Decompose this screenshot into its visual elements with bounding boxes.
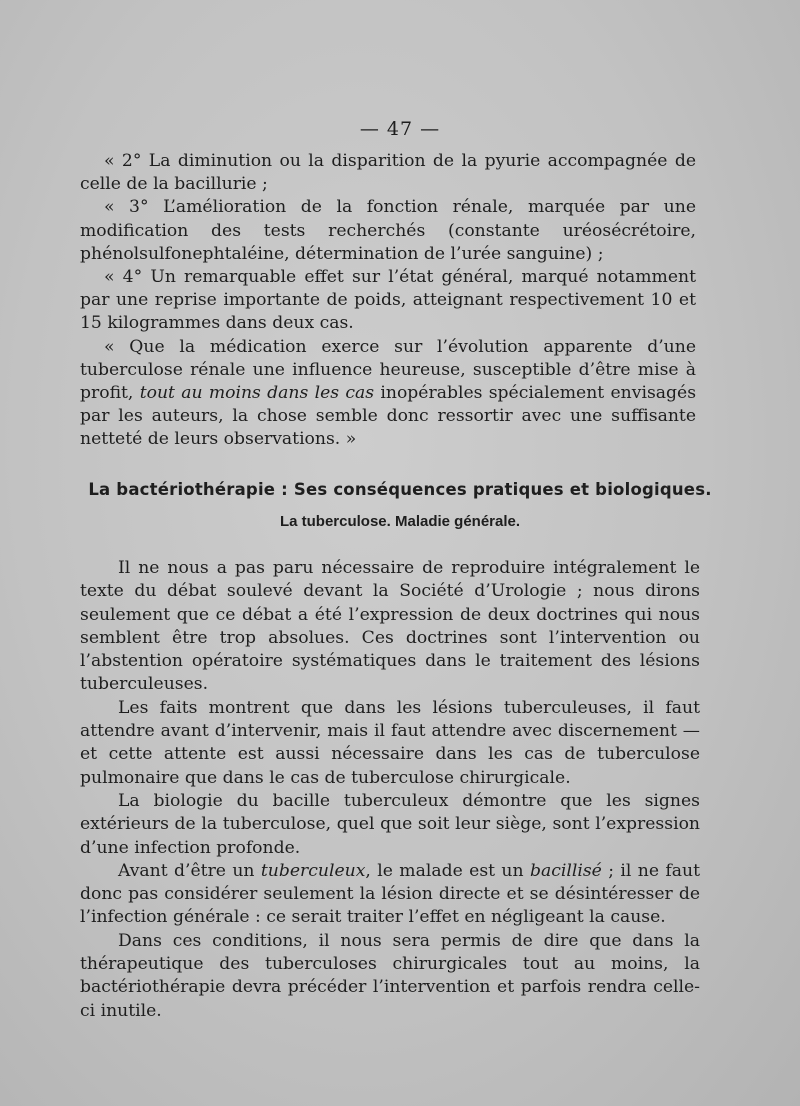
text-run: Les faits montrent que dans les lésions tuberculeuses, il faut attendre avant d’intervenir, mais il faut attendre avec discernement — et cette attente est aussi nécessaire dans les cas de tuberculose pulmonaire que dans le cas de tuberculose chirurgicale. bbox=[80, 697, 700, 788]
italic-text: bacillisé bbox=[529, 860, 602, 881]
text-run: La biologie du bacille tuberculeux démontre que les signes extérieurs de la tuberculose, quel que soit leur siège, sont l’expression d’une infection profonde. bbox=[80, 790, 700, 858]
paragraph bbox=[80, 790, 700, 860]
text-run: Il ne nous a pas paru nécessaire de reproduire intégralement le texte du débat soulevé devant la Société d’Urologie ; nous dirons seulement que ce débat a été l’expression de deux doctrines qui nous semblent être trop absolues. Ces doctrines sont l’intervention ou l’abstention opératoire systématiques dans le traitement des lésions tuberculeuses. bbox=[80, 558, 700, 695]
paragraph bbox=[80, 336, 696, 452]
paragraph bbox=[80, 930, 700, 1023]
section-title: La bactériothérapie : Ses conséquences pratiques et biologiques. bbox=[88, 480, 712, 499]
text-run: « 4° Un remarquable effet sur l’état général, marqué notamment par une reprise importante de poids, atteignant respectivement 10 et 15 kilogrammes dans deux cas. bbox=[80, 267, 696, 334]
text-run: Avant d’être un bbox=[118, 860, 261, 881]
text-run: Dans ces conditions, il nous sera permis de dire que dans la thérapeutique des tuberculoses chirurgicales tout au moins, la bactériothérapie devra précéder l’intervention et parfois rendra celle-ci inutile. bbox=[80, 930, 700, 1021]
text-run: « 3° L’amélioration de la fonction rénale, marquée par une modification des tests recherchés (constante uréosécrétoire, phénolsulfonephtaléine, détermination de l’urée sanguine) ; bbox=[80, 197, 696, 264]
italic-text: tout au moins dans les cas bbox=[139, 383, 375, 404]
text-run: « 2° La diminution ou la disparition de la pyurie accompagnée de celle de la bacillurie ; bbox=[80, 151, 696, 195]
section-subtitle: La tuberculose. Maladie générale. bbox=[279, 513, 521, 530]
page-number: — 47 — bbox=[359, 118, 441, 140]
text-run: , le malade est un bbox=[365, 860, 530, 881]
paragraph bbox=[80, 196, 696, 266]
paragraph bbox=[80, 557, 700, 697]
paragraph bbox=[80, 266, 696, 336]
quoted-conclusions bbox=[80, 150, 696, 452]
text-run: inopérables spécialement envisagés par les auteurs, la chose semble donc ressortir avec une suffisante netteté de leurs observations. » bbox=[80, 383, 697, 450]
text-run: ; il ne faut donc pas considérer seulement la lésion directe et se désintéresser de l’infection générale : ce serait traiter l’effet en négligeant la cause. bbox=[80, 860, 700, 928]
italic-text: tuberculeux bbox=[260, 860, 366, 881]
body-text bbox=[80, 557, 700, 1023]
paragraph bbox=[80, 150, 696, 196]
paragraph bbox=[80, 697, 700, 790]
paragraph bbox=[80, 860, 700, 930]
text-run: « Que la médication exerce sur l’évolution apparente d’une tuberculose rénale une influence heureuse, susceptible d’être mise à profit, bbox=[80, 336, 696, 404]
